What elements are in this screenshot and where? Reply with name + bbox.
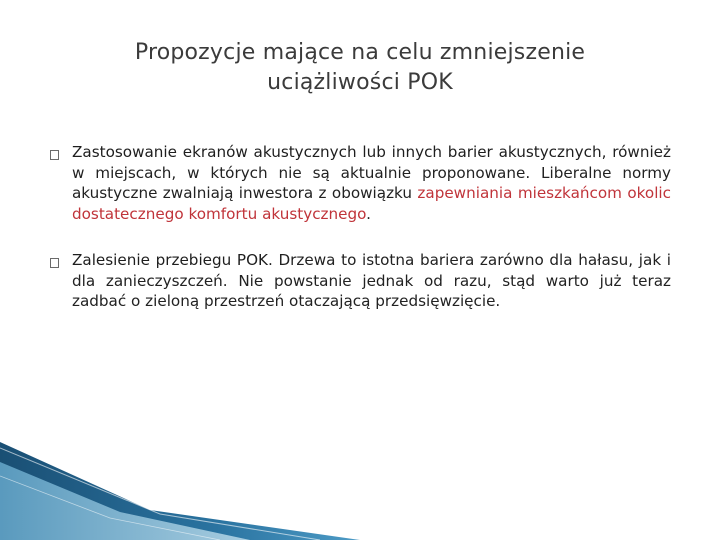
bullet-emphasis: Zastosowanie ekranów akustycznych lub innych barier akustycznych [72,143,602,161]
bullet-plain-text: , również w miejscach, w których nie są aktualnie proponowane. Liberalne normy akustyczne zwalniają inwestora z obowiązku [72,143,671,202]
corner-wave-decoration [0,440,360,540]
bullet-item-afforestation [50,250,671,312]
slide-title [60,38,660,98]
bullet-item-acoustic-screens [50,142,671,224]
square-bullet-icon [50,258,59,268]
slide-title-line-1: Propozycje mające na celu zmniejszenie [134,40,586,65]
square-bullet-icon [50,150,59,160]
bullet-text [72,250,671,312]
slide-title-line-2: uciążliwości POK [267,70,453,95]
bullet-list [50,142,671,338]
bullet-plain-text: . [366,204,371,223]
bullet-text [72,142,671,224]
bullet-highlight-text: zapewniania mieszkańcom okolic dostatecznego komfortu akustycznego [72,184,671,223]
bullet-emphasis: Zalesienie przebiegu POK [72,251,268,269]
bullet-plain-text: . Drzewa to istotna bariera zarówno dla hałasu, jak i dla zanieczyszczeń. Nie powstanie jednak od razu, stąd warto już teraz zadbać o zieloną przestrzeń otaczającą przedsięwzięcie. [72,251,671,310]
